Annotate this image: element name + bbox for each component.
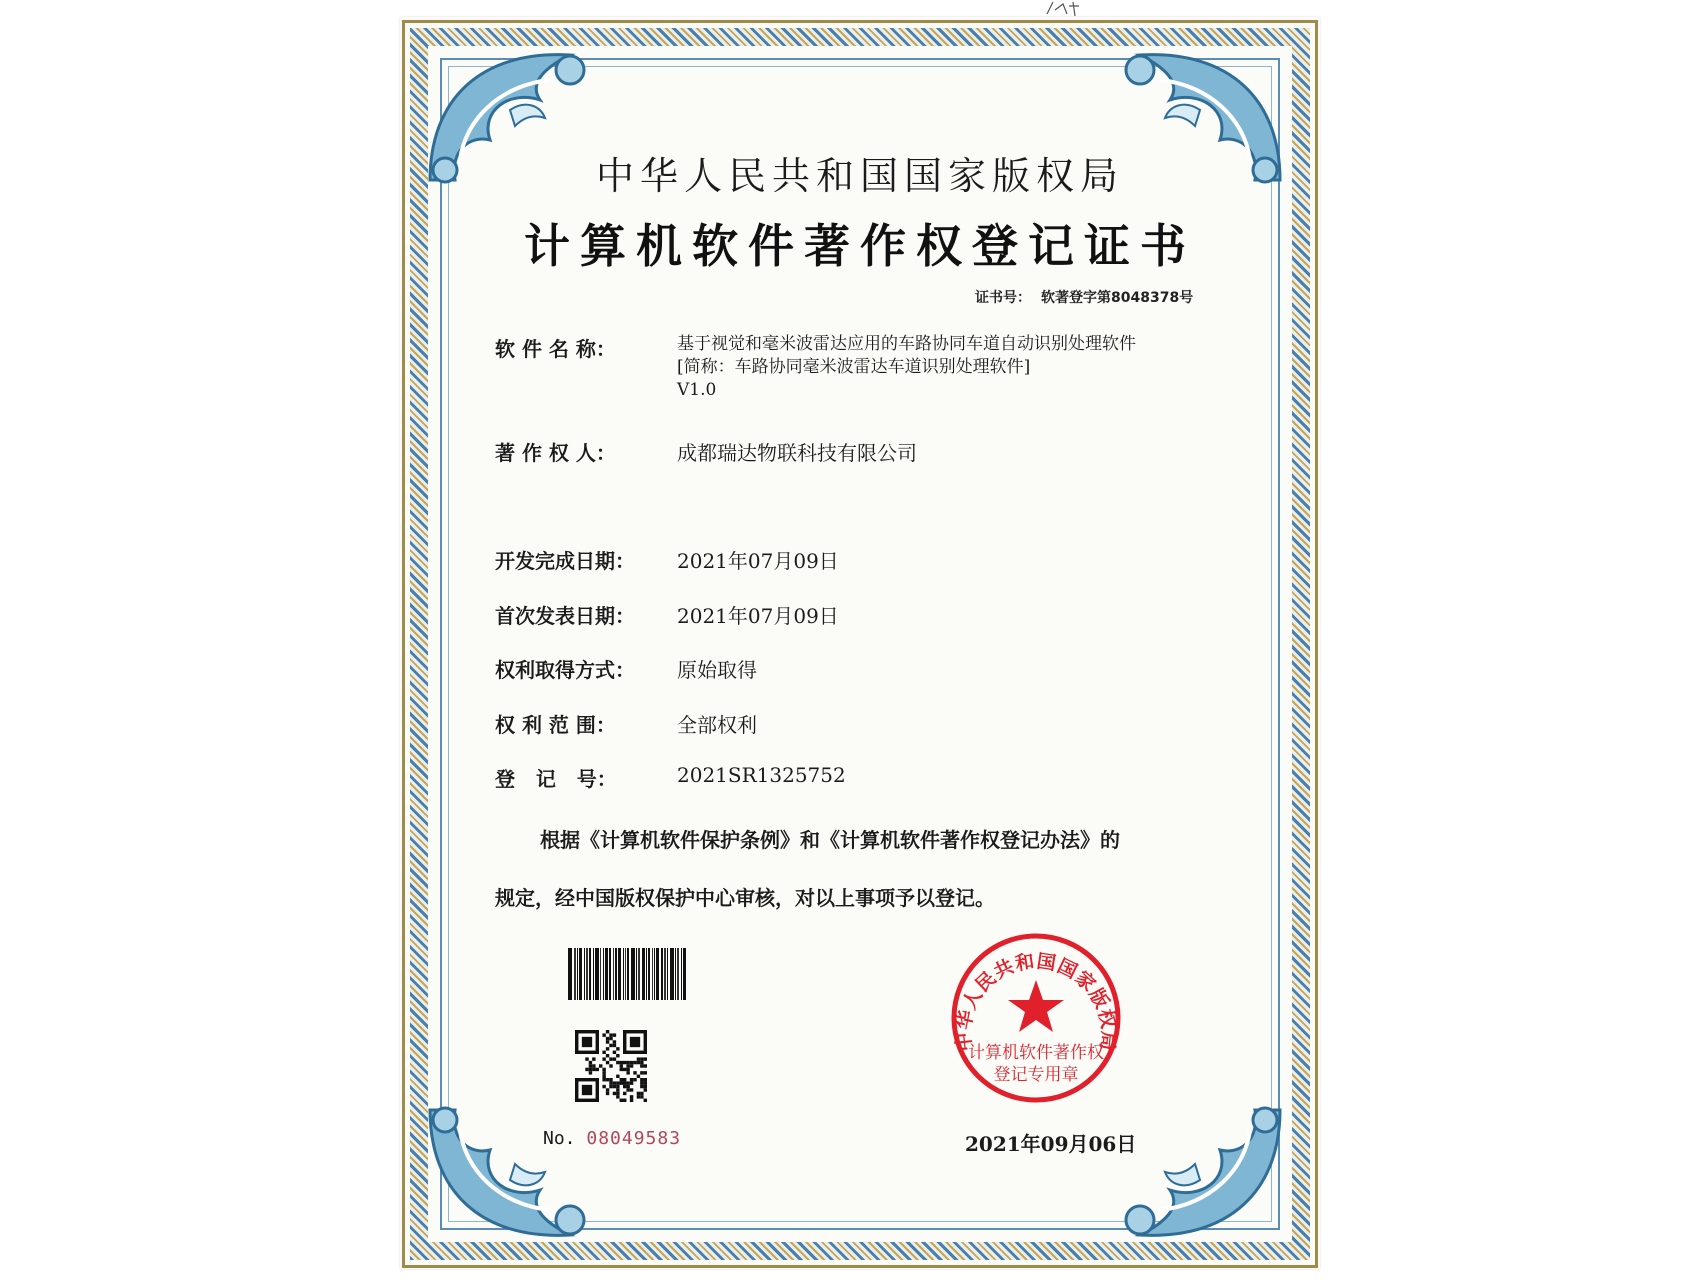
qr-module: [640, 1061, 643, 1064]
qr-module: [620, 1081, 623, 1084]
software-name-line1: 基于视觉和毫米波雷达应用的车路协同车道自动识别处理软件: [677, 334, 1136, 354]
qr-module: [620, 1068, 623, 1071]
qr-module: [585, 1057, 588, 1060]
qr-finder: [623, 1030, 647, 1033]
qr-module: [620, 1061, 623, 1064]
acquisition-method-label: 权利取得方式：: [495, 658, 635, 682]
barcode-bar: [615, 948, 617, 1000]
qr-module: [640, 1081, 643, 1084]
official-seal: [950, 932, 1122, 1104]
serial-number-value: 08049583: [586, 1128, 682, 1149]
barcode-bar: [595, 948, 599, 1000]
qr-module: [623, 1081, 626, 1084]
qr-module: [616, 1095, 619, 1098]
qr-finder: [575, 1051, 599, 1054]
qr-module: [626, 1085, 629, 1088]
qr-module: [620, 1064, 623, 1067]
acquisition-method-value: 原始取得: [677, 658, 757, 682]
qr-finder: [630, 1037, 640, 1047]
qr-module: [616, 1081, 619, 1084]
copyright-owner-value: 成都瑞达物联科技有限公司: [677, 441, 917, 465]
barcode-bar: [652, 948, 653, 1000]
software-name-value: [677, 333, 1237, 402]
software-name-version: V1.0: [677, 380, 717, 400]
qr-module: [592, 1057, 595, 1060]
barcode-bar: [675, 948, 676, 1000]
barcode-bar: [584, 948, 585, 1000]
qr-module: [602, 1075, 605, 1078]
barcode-bar: [577, 948, 578, 1000]
barcode-bar: [586, 948, 588, 1000]
qr-module: [637, 1095, 640, 1098]
qr-finder: [575, 1030, 578, 1054]
qr-module: [602, 1071, 605, 1074]
qr-finder: [575, 1099, 599, 1102]
qr-module: [626, 1061, 629, 1064]
barcode-bar: [593, 948, 594, 1000]
qr-module: [637, 1061, 640, 1064]
qr-module: [606, 1061, 609, 1064]
qr-module: [616, 1075, 619, 1078]
handwritten-mark: [1045, 0, 1085, 18]
barcode-bar: [654, 948, 655, 1000]
qr-module: [616, 1061, 619, 1064]
qr-module: [606, 1088, 609, 1091]
qr-module: [644, 1099, 647, 1102]
barcode-bar: [656, 948, 659, 1000]
qr-module: [623, 1078, 626, 1081]
rights-scope-value: 全部权利: [677, 713, 757, 737]
barcode-bar: [605, 948, 608, 1000]
qr-module: [602, 1033, 605, 1036]
qr-module: [602, 1068, 605, 1071]
qr-module: [633, 1071, 636, 1074]
qr-module: [630, 1095, 633, 1098]
qr-finder: [644, 1030, 647, 1054]
barcode-bar: [568, 948, 572, 1000]
rights-scope-label: 权 利 范 围：: [495, 713, 616, 737]
issue-date: 2021年09月06日: [965, 1132, 1137, 1156]
qr-module: [630, 1081, 633, 1084]
qr-module: [626, 1081, 629, 1084]
serial-prefix: No.: [543, 1128, 576, 1149]
qr-module: [606, 1040, 609, 1043]
qr-module: [609, 1078, 612, 1081]
qr-module: [589, 1068, 592, 1071]
qr-module: [644, 1088, 647, 1091]
first-publish-date-value: 2021年07月09日: [677, 604, 839, 628]
qr-module: [644, 1081, 647, 1084]
qr-module: [589, 1064, 592, 1067]
serial-number: [543, 1128, 681, 1149]
software-name-line2: [简称：车路协同毫米波雷达车道识别处理软件]: [677, 357, 1031, 377]
qr-module: [606, 1037, 609, 1040]
certificate-title: 计算机软件著作权登记证书: [524, 219, 1196, 273]
qr-module: [609, 1033, 612, 1036]
qr-module: [613, 1081, 616, 1084]
software-name-label: 软 件 名 称：: [495, 337, 616, 361]
qr-module: [616, 1088, 619, 1091]
qr-finder: [596, 1078, 599, 1102]
qr-module: [626, 1064, 629, 1067]
qr-module: [620, 1099, 623, 1102]
corner-ornament-bottom-right: [1100, 1100, 1290, 1250]
barcode-bar: [664, 948, 666, 1000]
barcode-bar: [579, 948, 582, 1000]
qr-module: [640, 1078, 643, 1081]
barcode-bar: [683, 948, 686, 1000]
copyright-owner-label: 著 作 权 人：: [495, 441, 616, 465]
qr-module: [644, 1085, 647, 1088]
qr-finder: [623, 1051, 647, 1054]
qr-module: [640, 1092, 643, 1095]
qr-module: [644, 1057, 647, 1060]
qr-module: [633, 1061, 636, 1064]
barcode-bar: [613, 948, 614, 1000]
barcode-bar: [609, 948, 611, 1000]
qr-module: [630, 1061, 633, 1064]
barcode-bar: [667, 948, 668, 1000]
seal-arc-text: 中华人民共和国国家版权局: [952, 950, 1120, 1053]
qr-module: [626, 1071, 629, 1074]
qr-finder: [582, 1085, 592, 1095]
qr-module: [613, 1092, 616, 1095]
barcode-bar: [618, 948, 621, 1000]
qr-module: [623, 1068, 626, 1071]
qr-module: [609, 1064, 612, 1067]
qr-module: [609, 1037, 612, 1040]
certificate-number-label: 证书号：: [975, 290, 1031, 306]
barcode-bar: [627, 948, 629, 1000]
qr-module: [609, 1081, 612, 1084]
registration-no-label: 登 记 号：: [495, 767, 617, 791]
qr-module: [613, 1051, 616, 1054]
qr-module: [640, 1071, 643, 1074]
barcode-bar: [677, 948, 679, 1000]
qr-module: [585, 1068, 588, 1071]
qr-module: [623, 1092, 626, 1095]
qr-module: [644, 1078, 647, 1081]
certificate-number-value: 软著登字第8048378号: [1041, 290, 1194, 306]
qr-module: [602, 1057, 605, 1060]
qr-code: [575, 1030, 647, 1102]
qr-module: [626, 1088, 629, 1091]
barcode-bar: [623, 948, 624, 1000]
qr-module: [613, 1085, 616, 1088]
qr-finder: [575, 1078, 578, 1102]
seal-line1: 计算机软件著作权: [968, 1043, 1104, 1063]
qr-module: [616, 1092, 619, 1095]
seal-star-icon: [1008, 980, 1064, 1032]
registration-no-value: 2021SR1325752: [677, 763, 846, 787]
qr-module: [606, 1030, 609, 1033]
qr-module: [616, 1085, 619, 1088]
barcode-bar: [642, 948, 645, 1000]
barcode-bar: [681, 948, 682, 1000]
qr-module: [630, 1088, 633, 1091]
qr-module: [640, 1057, 643, 1060]
dev-complete-date-value: 2021年07月09日: [677, 549, 839, 573]
qr-finder: [582, 1037, 592, 1047]
qr-module: [640, 1085, 643, 1088]
qr-module: [596, 1068, 599, 1071]
qr-module: [589, 1071, 592, 1074]
qr-module: [599, 1064, 602, 1067]
qr-module: [623, 1061, 626, 1064]
qr-module: [609, 1085, 612, 1088]
corner-ornament-bottom-left: [420, 1100, 610, 1250]
qr-module: [606, 1054, 609, 1057]
qr-module: [609, 1044, 612, 1047]
qr-module: [589, 1061, 592, 1064]
certificate-number: [975, 287, 1203, 307]
qr-module: [644, 1071, 647, 1074]
first-publish-date-label: 首次发表日期：: [495, 604, 635, 628]
qr-finder: [575, 1030, 599, 1033]
barcode-bar: [631, 948, 635, 1000]
qr-finder: [596, 1030, 599, 1054]
qr-module: [623, 1085, 626, 1088]
barcode-bar: [574, 948, 576, 1000]
qr-module: [644, 1064, 647, 1067]
seal-line2: 登记专用章: [993, 1065, 1079, 1085]
qr-module: [637, 1075, 640, 1078]
barcode-bar: [646, 948, 647, 1000]
qr-module: [630, 1078, 633, 1081]
qr-finder: [623, 1030, 626, 1054]
barcode-bar: [589, 948, 591, 1000]
qr-module: [626, 1068, 629, 1071]
qr-module: [616, 1047, 619, 1050]
qr-module: [640, 1064, 643, 1067]
qr-module: [640, 1095, 643, 1098]
barcode-bar: [603, 948, 604, 1000]
issuing-authority: 中华人民共和国国家版权局: [595, 154, 1124, 198]
qr-module: [592, 1064, 595, 1067]
statement-line1: 根据《计算机软件保护条例》和《计算机软件著作权登记办法》的: [540, 828, 1120, 852]
qr-module: [630, 1064, 633, 1067]
qr-module: [606, 1078, 609, 1081]
barcode: [568, 948, 710, 1000]
qr-module: [592, 1068, 595, 1071]
dev-complete-date-label: 开发完成日期：: [495, 549, 635, 573]
barcode-bar: [636, 948, 637, 1000]
qr-module: [602, 1051, 605, 1054]
qr-module: [602, 1085, 605, 1088]
qr-module: [613, 1033, 616, 1036]
barcode-bar: [600, 948, 601, 1000]
qr-module: [633, 1078, 636, 1081]
barcode-bar: [625, 948, 626, 1000]
qr-module: [637, 1092, 640, 1095]
qr-module: [613, 1044, 616, 1047]
qr-module: [606, 1092, 609, 1095]
qr-module: [606, 1047, 609, 1050]
barcode-bar: [661, 948, 663, 1000]
qr-module: [613, 1040, 616, 1043]
qr-finder: [575, 1078, 599, 1081]
qr-module: [609, 1057, 612, 1060]
qr-module: [616, 1054, 619, 1057]
barcode-bar: [648, 948, 650, 1000]
qr-module: [637, 1057, 640, 1060]
qr-module: [623, 1099, 626, 1102]
qr-module: [613, 1057, 616, 1060]
qr-module: [602, 1078, 605, 1081]
barcode-bar: [638, 948, 640, 1000]
statement-line2: 规定，经中国版权保护中心审核，对以上事项予以登记。: [495, 886, 995, 910]
qr-module: [620, 1078, 623, 1081]
barcode-bar: [670, 948, 674, 1000]
qr-module: [630, 1099, 633, 1102]
